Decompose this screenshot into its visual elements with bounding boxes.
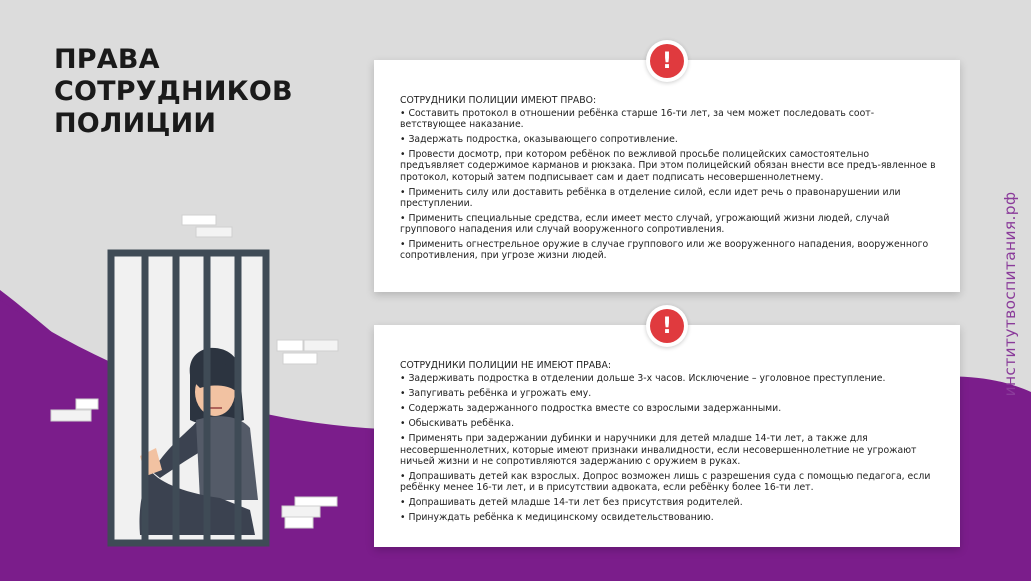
list-item: • Применить огнестрельное оружие в случае группового или же вооруженного нападения, вооруженного сопротивления, при угрозе жизни людей. (400, 239, 936, 261)
police-rights-heading: СОТРУДНИКИ ПОЛИЦИИ ИМЕЮТ ПРАВО: (400, 95, 597, 106)
list-item: • Допрашивать детей младше 14-ти лет без присутствия родителей. (400, 497, 936, 508)
exclamation-mark: ! (650, 44, 684, 78)
list-item: • Принуждать ребёнка к медицинскому освидетельствованию. (400, 512, 936, 523)
police-rights-list (400, 108, 936, 261)
police-prohibitions-list (400, 373, 936, 523)
list-item: • Обыскивать ребёнка. (400, 418, 936, 429)
exclamation-mark: ! (650, 309, 684, 343)
list-item: • Применять при задержании дубинки и наручники для детей младше 14-ти лет, а также для несовершеннолетних, которые имеют признаки инвалидности, если несовершеннолетние не угрожают ничьей жизни и не сопротивляются задержанию с оружием в руках. (400, 433, 936, 466)
title-line-3: ПОЛИЦИИ (54, 108, 217, 139)
list-item: • Провести досмотр, при котором ребёнок по вежливой просьбе полицейских самостоятельно предъявляет содержимое карманов и рюкзака. При этом полицейский обязан внести все предъ-явленное в протокол, который затем подписывает сам и дает подписать несовершеннолетнему. (400, 149, 936, 182)
list-item: • Применить силу или доставить ребёнка в отделение силой, если идет речь о правонарушении или преступлении. (400, 187, 936, 209)
police-rights-content (400, 95, 936, 265)
site-name: институтвоспитания.рф (1001, 191, 1019, 397)
list-item: • Запугивать ребёнка и угрожать ему. (400, 388, 936, 399)
page-title (54, 44, 293, 140)
list-item: • Содержать задержанного подростка вместе со взрослыми задержанными. (400, 403, 936, 414)
police-prohibitions-content (400, 360, 936, 527)
police-prohibitions-card (374, 325, 960, 547)
exclamation-icon (646, 40, 688, 82)
exclamation-icon (646, 305, 688, 347)
title-line-1: ПРАВА (54, 44, 160, 75)
police-rights-card (374, 60, 960, 292)
title-line-2: СОТРУДНИКОВ (54, 76, 293, 107)
list-item: • Задержать подростка, оказывающего сопротивление. (400, 134, 936, 145)
list-item: • Составить протокол в отношении ребёнка старше 16-ти лет, за чем может последовать соот-ветствующее наказание. (400, 108, 936, 130)
list-item: • Применить специальные средства, если имеет место случай, угрожающий жизни людей, случай группового нападения или случай вооруженного сопротивления. (400, 213, 936, 235)
police-prohibitions-heading: СОТРУДНИКИ ПОЛИЦИИ НЕ ИМЕЮТ ПРАВА: (400, 360, 611, 371)
list-item: • Задерживать подростка в отделении дольше 3-х часов. Исключение – уголовное преступление. (400, 373, 936, 384)
list-item: • Допрашивать детей как взрослых. Допрос возможен лишь с разрешения суда с помощью педагога, если ребёнку менее 16-ти лет, и в присутствии адвоката, если ребёнку более 16-ти лет. (400, 471, 936, 493)
